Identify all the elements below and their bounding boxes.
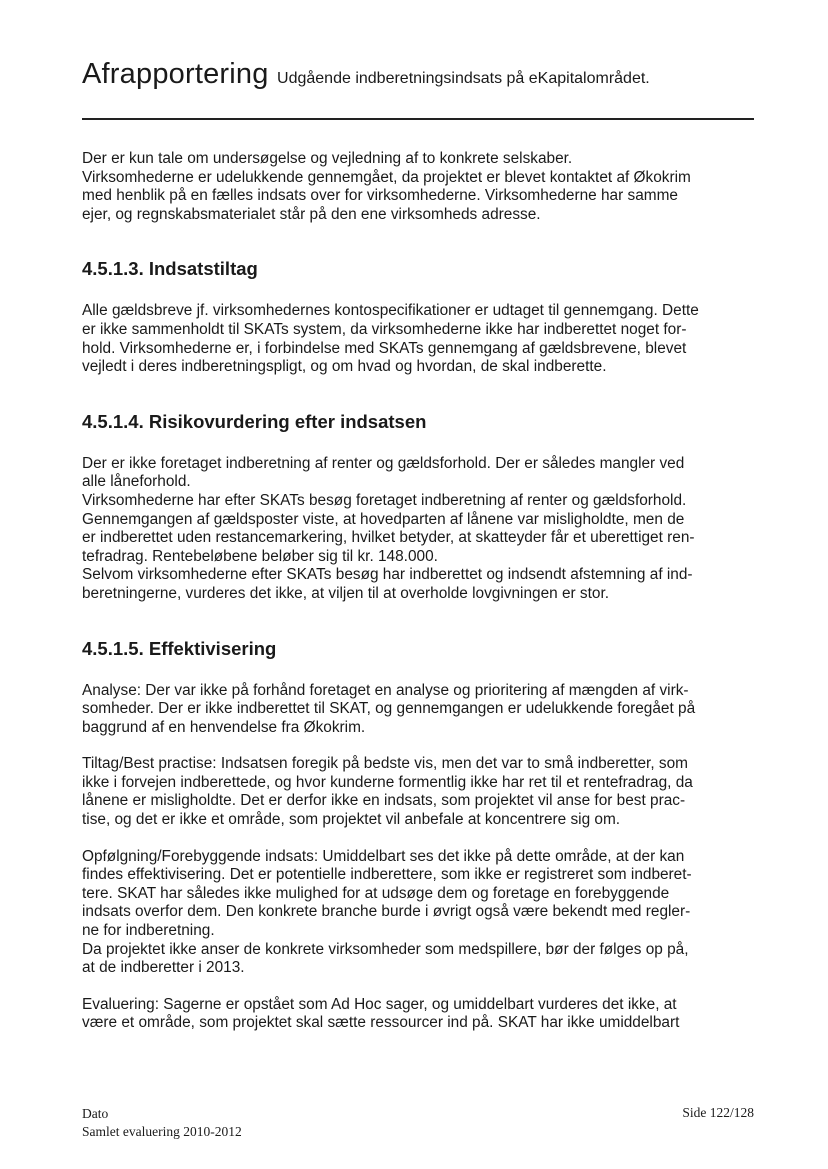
text-line: Gennemgangen af gældsposter viste, at hovedparten af lånene var misligholdte, men de bbox=[82, 510, 685, 528]
section-4513-paragraph bbox=[82, 302, 754, 376]
section-4514-paragraph bbox=[82, 455, 754, 604]
text-line: tise, og det er ikke et område, som projektet vil anbefale at koncentrere sig om. bbox=[82, 811, 621, 829]
text-line: somheder. Der er ikke indberettet til SKAT, og gennemgangen er udelukkende foregået på bbox=[82, 700, 696, 718]
text-line: alle låneforhold. bbox=[82, 473, 191, 491]
text-line: Virksomhederne har efter SKATs besøg foretaget indberetning af renter og gældsforhold. bbox=[82, 491, 687, 509]
page-header bbox=[82, 58, 762, 91]
opfoelgning-paragraph bbox=[82, 848, 754, 978]
header-subtitle: Udgående indberetningsindsats på eKapitalområdet. bbox=[277, 70, 650, 87]
text-line: med henblik på en fælles indsats over for virksomhederne. Virksomhederne har samme bbox=[82, 187, 678, 205]
section-heading-4513: 4.5.1.3. Indsatstiltag bbox=[82, 258, 258, 280]
text-line: er ikke sammenholdt til SKATs system, da virksomhederne ikke har indberettet noget for- bbox=[82, 320, 687, 338]
page-footer-left bbox=[82, 1105, 242, 1141]
text-line: tere. SKAT har således ikke mulighed for at udsøge dem og foretage en forebyggende bbox=[82, 884, 670, 902]
analyse-paragraph bbox=[82, 682, 754, 738]
text-line: tefradrag. Rentebeløbene beløber sig til kr. 148.000. bbox=[82, 547, 438, 565]
text-line: Opfølgning/Forebyggende indsats: Umiddelbart ses det ikke på dette område, at der kan bbox=[82, 847, 685, 865]
header-title: Afrapportering bbox=[82, 58, 269, 90]
text-line: Da projektet ikke anser de konkrete virksomheder som medspillere, bør der følges op på, bbox=[82, 940, 689, 958]
footer-document-name: Samlet evaluering 2010-2012 bbox=[82, 1124, 242, 1139]
text-line: ikke i forvejen indberettede, og hvor kunderne formentlig ikke har ret til et rentefradrag, da bbox=[82, 773, 693, 791]
text-line: lånene er misligholdte. Det er derfor ikke en indsats, som projektet vil anse for best prac- bbox=[82, 792, 686, 810]
text-line: Der er ikke foretaget indberetning af renter og gældsforhold. Der er således mangler ved bbox=[82, 454, 685, 472]
section-heading-4515: 4.5.1.5. Effektivisering bbox=[82, 637, 277, 659]
text-line: at de indberetter i 2013. bbox=[82, 959, 245, 977]
text-line: Evaluering: Sagerne er opstået som Ad Hoc sager, og umiddelbart vurderes det ikke, at bbox=[82, 995, 677, 1013]
text-line: beretningerne, vurderes det ikke, at viljen til at overholde lovgivningen er stor. bbox=[82, 584, 610, 602]
text-line: ne for indberetning. bbox=[82, 922, 215, 940]
text-line: Alle gældsbreve jf. virksomhedernes kontospecifikationer er udtaget til gennemgang. Dette bbox=[82, 302, 699, 320]
page-number: Side 122/128 bbox=[682, 1105, 754, 1120]
header-divider bbox=[82, 118, 754, 120]
text-line: ejer, og regnskabsmaterialet står på den ene virksomheds adresse. bbox=[82, 205, 541, 223]
text-line: Der er kun tale om undersøgelse og vejledning af to konkrete selskaber. bbox=[82, 150, 573, 167]
document-body bbox=[82, 150, 754, 1033]
text-line: Analyse: Der var ikke på forhånd foretaget en analyse og prioritering af mængden af virk- bbox=[82, 681, 689, 699]
intro-paragraph bbox=[82, 150, 754, 224]
text-line: vejledt i deres indberetningspligt, og om hvad og hvordan, de skal indberette. bbox=[82, 358, 607, 376]
footer-date-label: Dato bbox=[82, 1106, 109, 1121]
text-line: indsats overfor dem. Den konkrete branche burde i øvrigt også være bekendt med regler- bbox=[82, 903, 691, 921]
text-line: findes effektivisering. Det er potentielle indberettere, som ikke er registreret som indberet- bbox=[82, 866, 692, 884]
text-line: Selvom virksomhederne efter SKATs besøg har indberettet og indsendt afstemning af ind- bbox=[82, 566, 693, 584]
section-heading-4514: 4.5.1.4. Risikovurdering efter indsatsen bbox=[82, 410, 427, 432]
best-practise-paragraph bbox=[82, 755, 754, 829]
text-line: er indberettet uden restancemarkering, hvilket betyder, at skatteyder får et uberettiget ren- bbox=[82, 529, 695, 547]
text-line: baggrund af en henvendelse fra Økokrim. bbox=[82, 718, 366, 736]
text-line: hold. Virksomhederne er, i forbindelse med SKATs gennemgang af gældsbrevene, blevet bbox=[82, 339, 687, 357]
text-line: Virksomhederne er udelukkende gennemgået, da projektet er blevet kontaktet af Økokrim bbox=[82, 168, 691, 186]
text-line: Tiltag/Best practise: Indsatsen foregik på bedste vis, men det var to små indberetter, som bbox=[82, 755, 688, 773]
evaluering-paragraph bbox=[82, 996, 754, 1033]
text-line: være et område, som projektet skal sætte ressourcer ind på. SKAT har ikke umiddelbart bbox=[82, 1014, 680, 1032]
